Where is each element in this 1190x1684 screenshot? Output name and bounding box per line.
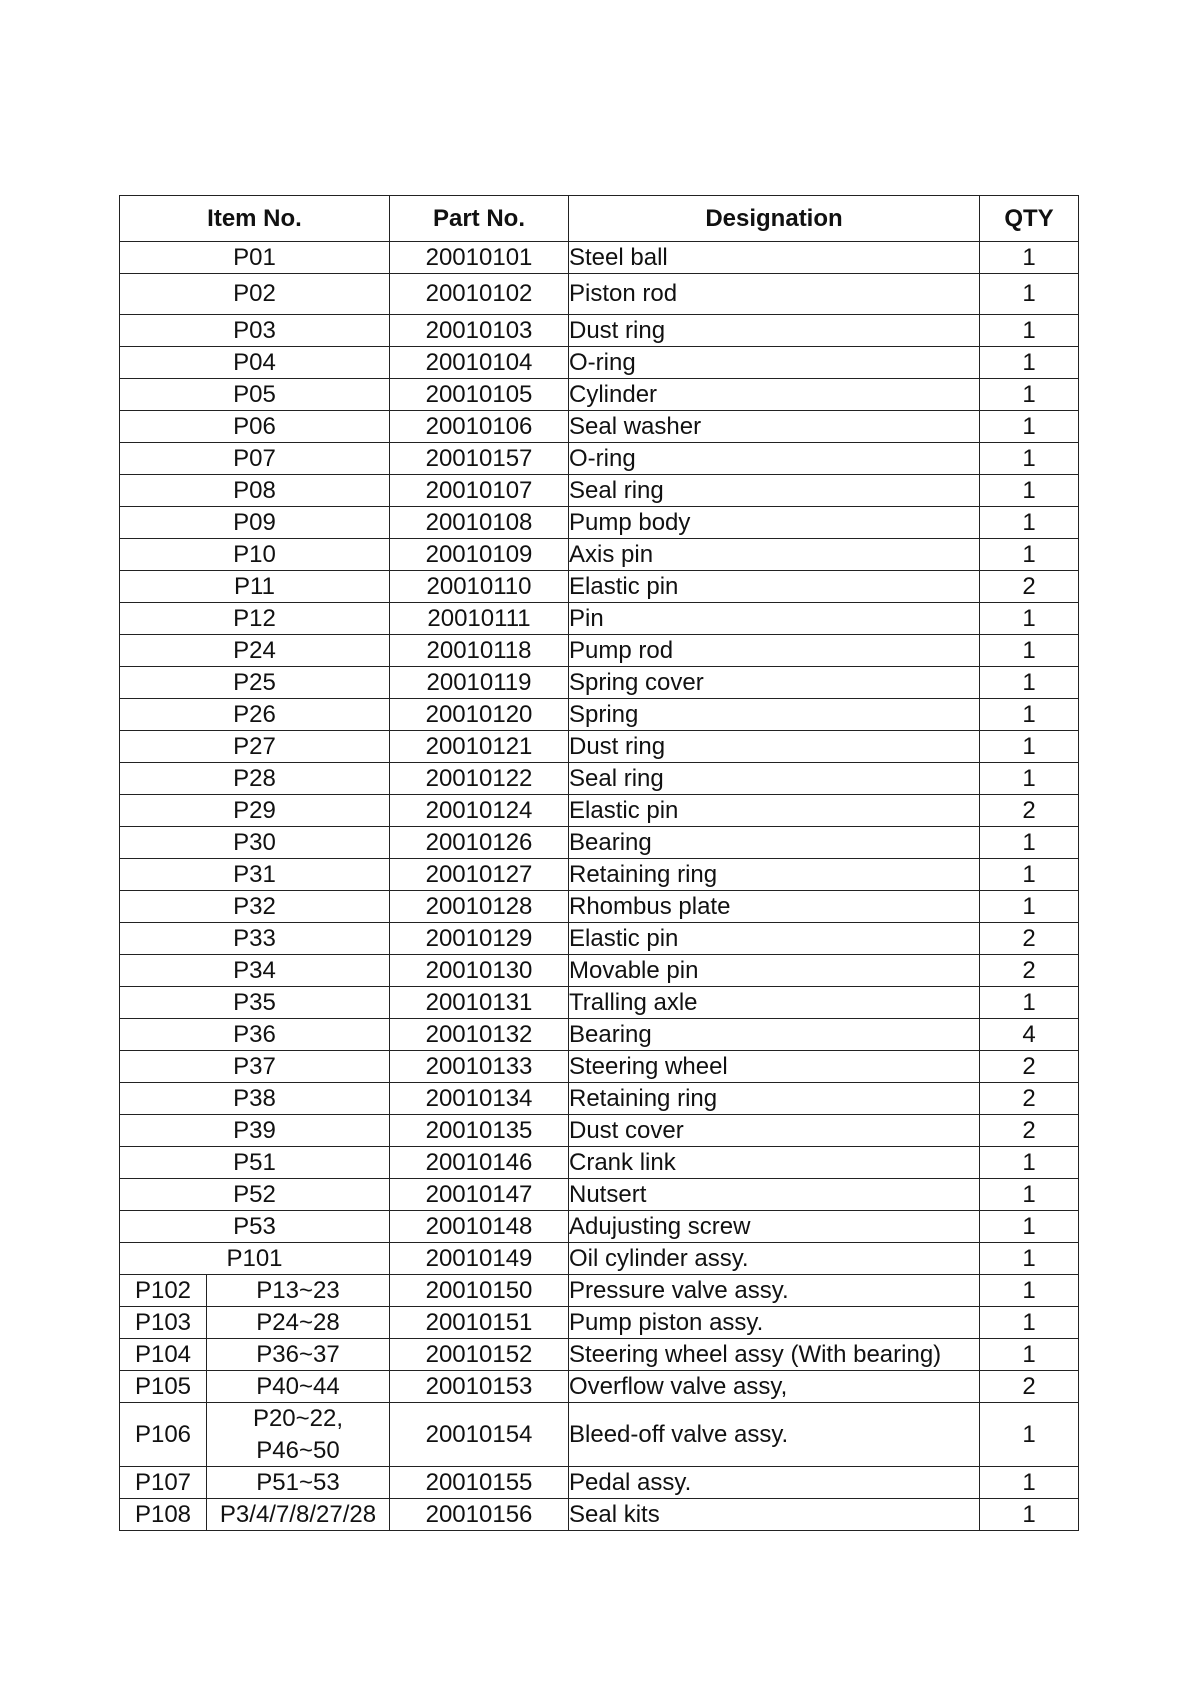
- qty-cell: 1: [980, 1147, 1079, 1179]
- qty-cell: 1: [980, 1275, 1079, 1307]
- qty-cell: 1: [980, 315, 1079, 347]
- table-row: [120, 539, 1079, 571]
- item-no-cell: P02: [120, 274, 390, 315]
- part-no-cell: 20010103: [390, 315, 569, 347]
- table-row: [120, 731, 1079, 763]
- header-designation: Designation: [569, 196, 980, 242]
- designation-cell: Retaining ring: [569, 859, 980, 891]
- table-row: [120, 603, 1079, 635]
- qty-cell: 1: [980, 1499, 1079, 1531]
- assy-table-row: [120, 1499, 1079, 1531]
- header-qty: QTY: [980, 196, 1079, 242]
- qty-cell: 1: [980, 1179, 1079, 1211]
- part-no-cell: 20010111: [390, 603, 569, 635]
- table-row: [120, 379, 1079, 411]
- part-no-cell: 20010153: [390, 1371, 569, 1403]
- assy-items-cell: P40~44: [207, 1371, 390, 1403]
- qty-cell: 1: [980, 1403, 1079, 1467]
- part-no-cell: 20010157: [390, 443, 569, 475]
- table-row: [120, 1051, 1079, 1083]
- item-no-cell: P34: [120, 955, 390, 987]
- designation-cell: Steering wheel: [569, 1051, 980, 1083]
- qty-cell: 1: [980, 242, 1079, 274]
- item-no-cell: P39: [120, 1115, 390, 1147]
- item-no-cell: P07: [120, 443, 390, 475]
- table-row: [120, 891, 1079, 923]
- designation-cell: Dust cover: [569, 1115, 980, 1147]
- qty-cell: 1: [980, 475, 1079, 507]
- part-no-cell: 20010147: [390, 1179, 569, 1211]
- designation-cell: Piston rod: [569, 274, 980, 315]
- assy-table-row: [120, 1403, 1079, 1467]
- designation-cell: Dust ring: [569, 315, 980, 347]
- qty-cell: 1: [980, 1211, 1079, 1243]
- assy-group-cell: P104: [120, 1339, 207, 1371]
- designation-cell: Crank link: [569, 1147, 980, 1179]
- part-no-cell: 20010135: [390, 1115, 569, 1147]
- designation-cell: Seal ring: [569, 475, 980, 507]
- part-no-cell: 20010133: [390, 1051, 569, 1083]
- table-row: [120, 987, 1079, 1019]
- designation-cell: Cylinder: [569, 379, 980, 411]
- assy-group-cell: P102: [120, 1275, 207, 1307]
- item-no-cell: P11: [120, 571, 390, 603]
- designation-cell: Retaining ring: [569, 1083, 980, 1115]
- designation-cell: Steering wheel assy (With bearing): [569, 1339, 980, 1371]
- qty-cell: 1: [980, 987, 1079, 1019]
- designation-cell: O-ring: [569, 443, 980, 475]
- item-no-cell: P25: [120, 667, 390, 699]
- item-no-cell: P28: [120, 763, 390, 795]
- item-no-cell: P09: [120, 507, 390, 539]
- part-no-cell: 20010156: [390, 1499, 569, 1531]
- assy-items-line: P20~22,: [252, 1405, 344, 1433]
- table-row: [120, 475, 1079, 507]
- designation-cell: Movable pin: [569, 955, 980, 987]
- item-no-cell: P27: [120, 731, 390, 763]
- item-no-cell: P52: [120, 1179, 390, 1211]
- qty-cell: 1: [980, 379, 1079, 411]
- table-row: [120, 955, 1079, 987]
- qty-cell: 2: [980, 795, 1079, 827]
- assy-table-row: [120, 1467, 1079, 1499]
- item-no-cell: P37: [120, 1051, 390, 1083]
- qty-cell: 1: [980, 827, 1079, 859]
- item-no-cell: P03: [120, 315, 390, 347]
- item-no-cell: P53: [120, 1211, 390, 1243]
- table-row: [120, 763, 1079, 795]
- designation-cell: Adujusting screw: [569, 1211, 980, 1243]
- table-row: [120, 1179, 1079, 1211]
- qty-cell: 1: [980, 1243, 1079, 1275]
- designation-cell: Elastic pin: [569, 795, 980, 827]
- table-row: [120, 1115, 1079, 1147]
- part-no-cell: 20010146: [390, 1147, 569, 1179]
- table-row: [120, 274, 1079, 315]
- qty-cell: 2: [980, 1115, 1079, 1147]
- qty-cell: 1: [980, 1467, 1079, 1499]
- designation-cell: Pin: [569, 603, 980, 635]
- item-no-cell: P51: [120, 1147, 390, 1179]
- designation-cell: Axis pin: [569, 539, 980, 571]
- item-no-cell: P101: [120, 1243, 390, 1275]
- qty-cell: 1: [980, 507, 1079, 539]
- part-no-cell: 20010128: [390, 891, 569, 923]
- assy-items-line: P46~50: [256, 1436, 340, 1464]
- qty-cell: 1: [980, 539, 1079, 571]
- part-no-cell: 20010152: [390, 1339, 569, 1371]
- part-no-cell: 20010149: [390, 1243, 569, 1275]
- part-no-cell: 20010132: [390, 1019, 569, 1051]
- part-no-cell: 20010131: [390, 987, 569, 1019]
- designation-cell: Pump body: [569, 507, 980, 539]
- designation-cell: Pump rod: [569, 635, 980, 667]
- part-no-cell: 20010150: [390, 1275, 569, 1307]
- qty-cell: 2: [980, 1051, 1079, 1083]
- qty-cell: 1: [980, 731, 1079, 763]
- table-row: [120, 507, 1079, 539]
- assy-group-cell: P107: [120, 1467, 207, 1499]
- table-row: [120, 242, 1079, 274]
- designation-cell: Dust ring: [569, 731, 980, 763]
- designation-cell: Elastic pin: [569, 571, 980, 603]
- designation-cell: Spring cover: [569, 667, 980, 699]
- part-no-cell: 20010129: [390, 923, 569, 955]
- part-no-cell: 20010124: [390, 795, 569, 827]
- part-no-cell: 20010121: [390, 731, 569, 763]
- part-no-cell: 20010102: [390, 274, 569, 315]
- table-row: [120, 859, 1079, 891]
- part-no-cell: 20010101: [390, 242, 569, 274]
- qty-cell: 1: [980, 274, 1079, 315]
- part-no-cell: 20010151: [390, 1307, 569, 1339]
- part-no-cell: 20010127: [390, 859, 569, 891]
- qty-cell: 1: [980, 347, 1079, 379]
- table-row: [120, 347, 1079, 379]
- qty-cell: 1: [980, 667, 1079, 699]
- header-item-no: Item No.: [120, 196, 390, 242]
- qty-cell: 1: [980, 635, 1079, 667]
- part-no-cell: 20010110: [390, 571, 569, 603]
- assy-group-cell: P108: [120, 1499, 207, 1531]
- table-row: [120, 1243, 1079, 1275]
- table-row: [120, 635, 1079, 667]
- part-no-cell: 20010154: [390, 1403, 569, 1467]
- designation-cell: O-ring: [569, 347, 980, 379]
- designation-cell: Bearing: [569, 1019, 980, 1051]
- part-no-cell: 20010120: [390, 699, 569, 731]
- part-no-cell: 20010104: [390, 347, 569, 379]
- qty-cell: 1: [980, 411, 1079, 443]
- assy-group-cell: P103: [120, 1307, 207, 1339]
- item-no-cell: P26: [120, 699, 390, 731]
- qty-cell: 1: [980, 859, 1079, 891]
- item-no-cell: P32: [120, 891, 390, 923]
- designation-cell: Steel ball: [569, 242, 980, 274]
- designation-cell: Bleed-off valve assy.: [569, 1403, 980, 1467]
- designation-cell: Tralling axle: [569, 987, 980, 1019]
- parts-list-table: [119, 195, 1079, 1531]
- designation-cell: Oil cylinder assy.: [569, 1243, 980, 1275]
- assy-items-cell: P24~28: [207, 1307, 390, 1339]
- assy-items-cell: P51~53: [207, 1467, 390, 1499]
- part-no-cell: 20010155: [390, 1467, 569, 1499]
- part-no-cell: 20010148: [390, 1211, 569, 1243]
- part-no-cell: 20010109: [390, 539, 569, 571]
- assy-table-row: [120, 1307, 1079, 1339]
- part-no-cell: 20010106: [390, 411, 569, 443]
- designation-cell: Bearing: [569, 827, 980, 859]
- item-no-cell: P30: [120, 827, 390, 859]
- qty-cell: 2: [980, 923, 1079, 955]
- item-no-cell: P35: [120, 987, 390, 1019]
- designation-cell: Nutsert: [569, 1179, 980, 1211]
- table-row: [120, 571, 1079, 603]
- header-part-no: Part No.: [390, 196, 569, 242]
- assy-table-row: [120, 1275, 1079, 1307]
- table-row: [120, 411, 1079, 443]
- item-no-cell: P04: [120, 347, 390, 379]
- item-no-cell: P36: [120, 1019, 390, 1051]
- designation-cell: Pedal assy.: [569, 1467, 980, 1499]
- assy-group-cell: P106: [120, 1403, 207, 1467]
- item-no-cell: P24: [120, 635, 390, 667]
- assy-items-cell: P13~23: [207, 1275, 390, 1307]
- item-no-cell: P06: [120, 411, 390, 443]
- assy-items-cell: P3/4/7/8/27/28: [207, 1499, 390, 1531]
- designation-cell: Pressure valve assy.: [569, 1275, 980, 1307]
- qty-cell: 1: [980, 1307, 1079, 1339]
- item-no-cell: P33: [120, 923, 390, 955]
- item-no-cell: P12: [120, 603, 390, 635]
- table-row: [120, 667, 1079, 699]
- item-no-cell: P29: [120, 795, 390, 827]
- assy-table-row: [120, 1371, 1079, 1403]
- qty-cell: 1: [980, 763, 1079, 795]
- qty-cell: 4: [980, 1019, 1079, 1051]
- item-no-cell: P08: [120, 475, 390, 507]
- part-no-cell: 20010126: [390, 827, 569, 859]
- table-row: [120, 795, 1079, 827]
- part-no-cell: 20010105: [390, 379, 569, 411]
- item-no-cell: P01: [120, 242, 390, 274]
- part-no-cell: 20010107: [390, 475, 569, 507]
- part-no-cell: 20010122: [390, 763, 569, 795]
- table-row: [120, 1211, 1079, 1243]
- qty-cell: 1: [980, 891, 1079, 923]
- item-no-cell: P38: [120, 1083, 390, 1115]
- qty-cell: 1: [980, 443, 1079, 475]
- designation-cell: Overflow valve assy,: [569, 1371, 980, 1403]
- item-no-cell: P10: [120, 539, 390, 571]
- table-row: [120, 1083, 1079, 1115]
- assy-table-row: [120, 1339, 1079, 1371]
- qty-cell: 2: [980, 1083, 1079, 1115]
- designation-cell: Pump piston assy.: [569, 1307, 980, 1339]
- part-no-cell: 20010134: [390, 1083, 569, 1115]
- table-row: [120, 827, 1079, 859]
- qty-cell: 1: [980, 603, 1079, 635]
- item-no-cell: P31: [120, 859, 390, 891]
- table-row: [120, 923, 1079, 955]
- assy-group-cell: P105: [120, 1371, 207, 1403]
- part-no-cell: 20010130: [390, 955, 569, 987]
- part-no-cell: 20010118: [390, 635, 569, 667]
- designation-cell: Rhombus plate: [569, 891, 980, 923]
- qty-cell: 2: [980, 955, 1079, 987]
- header-row: [120, 196, 1079, 242]
- part-no-cell: 20010108: [390, 507, 569, 539]
- designation-cell: Seal ring: [569, 763, 980, 795]
- part-no-cell: 20010119: [390, 667, 569, 699]
- designation-cell: Seal kits: [569, 1499, 980, 1531]
- table-row: [120, 443, 1079, 475]
- qty-cell: 1: [980, 699, 1079, 731]
- qty-cell: 2: [980, 1371, 1079, 1403]
- table-row: [120, 1147, 1079, 1179]
- table-row: [120, 1019, 1079, 1051]
- table-row: [120, 699, 1079, 731]
- assy-items-cell: [207, 1403, 390, 1467]
- assy-items-cell: P36~37: [207, 1339, 390, 1371]
- qty-cell: 1: [980, 1339, 1079, 1371]
- designation-cell: Seal washer: [569, 411, 980, 443]
- table-row: [120, 315, 1079, 347]
- designation-cell: Elastic pin: [569, 923, 980, 955]
- designation-cell: Spring: [569, 699, 980, 731]
- qty-cell: 2: [980, 571, 1079, 603]
- item-no-cell: P05: [120, 379, 390, 411]
